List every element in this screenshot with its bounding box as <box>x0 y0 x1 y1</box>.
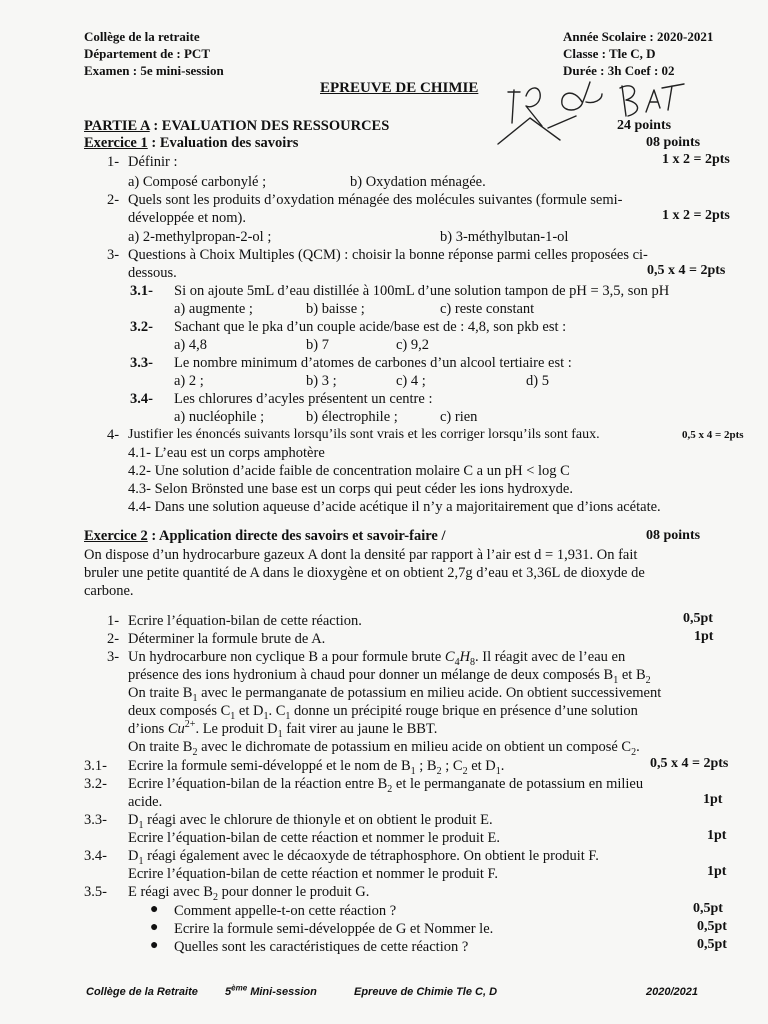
q3-num: 3- <box>107 247 120 263</box>
footer-year: 2020/2021 <box>646 986 698 998</box>
ex2-s31-num: 3.1- <box>84 758 107 774</box>
ex2-s35-bullet3: Quelles sont les caractéristiques de cette réaction ? <box>174 939 469 955</box>
q2-line1: Quels sont les produits d’oxydation ménagée des molécules suivantes (formule semi- <box>128 192 623 208</box>
q2-line2: développée et nom). <box>128 210 246 226</box>
ex2-q2-points: 1pt <box>694 629 714 644</box>
footer-session: 5ème Mini-session <box>225 983 317 998</box>
ex2-s31-text: Ecrire la formule semi-développé et le nom de $B_1$ ; $B_2$ ; $C_2$ et $D_1$. <box>128 758 505 777</box>
ex2-s35-bullet2-points: 0,5pt <box>697 919 727 934</box>
ex2-q1-text: Ecrire l’équation-bilan de cette réaction. <box>128 613 362 629</box>
ex2-s35-line1: E réagi avec $B_2$ pour donner le produit G. <box>128 884 370 903</box>
q1-num: 1- <box>107 154 120 170</box>
ex2-s35-num: 3.5- <box>84 884 107 900</box>
ex2-s33-line2: Ecrire l’équation-bilan de cette réaction et nommer le produit E. <box>128 830 501 846</box>
part-a-heading: PARTIE A : EVALUATION DES RESSOURCES <box>84 118 390 134</box>
ex2-s32-points: 1pt <box>703 792 723 807</box>
q4-item-2: 4.2- Une solution d’acide faible de concentration molaire C a un pH < log C <box>128 463 570 479</box>
exercise-1-points: 08 points <box>646 135 701 150</box>
ex2-s32-line2: acide. <box>128 794 163 810</box>
q4-num: 4- <box>107 427 120 443</box>
q2-num: 2- <box>107 192 120 208</box>
exercise-2-heading: Exercice 2 : Application directe des savoirs et savoir-faire / <box>84 528 446 544</box>
ex2-q1-num: 1- <box>107 613 120 629</box>
q4-points: 0,5 x 4 = 2pts <box>682 429 744 441</box>
ex2-s33-num: 3.3- <box>84 812 107 828</box>
ex2-s34-line2: Ecrire l’équation-bilan de cette réaction et nommer le produit F. <box>128 866 499 882</box>
q3-1-option-c: c) reste constant <box>440 301 535 317</box>
ex2-s35-bullet1-points: 0,5pt <box>693 901 723 916</box>
q2-option-a: a) 2-methylpropan-2-ol ; <box>128 229 272 245</box>
q1-option-a: a) Composé carbonylé ; <box>128 174 267 190</box>
q3-2-num: 3.2- <box>130 319 153 335</box>
ex2-q3-line4: deux composés $C_1$ et $D_1$. $C_1$ donne un précipité rouge brique en présence d’une solution <box>128 703 638 722</box>
department: Département de : PCT <box>84 46 210 61</box>
bullet-icon: ● <box>150 920 159 935</box>
q3-1-text: Si on ajoute 5mL d’eau distillée à 100mL d’une solution tampon de pH = 3,5, son pH <box>174 283 670 299</box>
ex2-s34-points: 1pt <box>707 864 727 879</box>
exercise-1-heading: Exercice 1 : Evaluation des savoirs <box>84 135 299 151</box>
q4-item-3: 4.3- Selon Brönsted une base est un corps qui peut céder les ions hydroxyde. <box>128 481 573 497</box>
q3-2-option-a: a) 4,8 <box>174 337 208 353</box>
q1-text: Définir : <box>128 154 178 170</box>
ex2-s33-line1: $D_1$ réagi avec le chlorure de thionyle et on obtient le produit E. <box>128 812 493 831</box>
q3-3-num: 3.3- <box>130 355 153 371</box>
ex2-q3-line1: Un hydrocarbure non cyclique B a pour formule brute $C_4H_8$. Il réagit avec de l’eau en <box>128 649 626 668</box>
ex2-s35-bullet3-points: 0,5pt <box>697 937 727 952</box>
q1-points: 1 x 2 = 2pts <box>662 152 730 167</box>
ex2-s31-points: 0,5 x 4 = 2pts <box>650 756 729 771</box>
footer-subject: Epreuve de Chimie Tle C, D <box>354 986 498 998</box>
q3-3-option-b: b) 3 ; <box>306 373 337 389</box>
school-name: Collège de la retraite <box>84 29 200 44</box>
ex2-s35-bullet2: Ecrire la formule semi-développée de G et Nommer le. <box>174 921 494 937</box>
ex2-q3-line2: présence des ions hydronium à chaud pour donner un mélange de deux composés $B_1$ et $B_2$ <box>128 667 651 686</box>
q3-4-option-a: a) nucléophile ; <box>174 409 265 425</box>
ex2-s32-line1: Ecrire l’équation-bilan de la réaction entre $B_2$ et le permanganate de potassium en milieu <box>128 776 644 795</box>
duration-coef: Durée : 3h Coef : 02 <box>563 63 675 78</box>
exam-session: Examen : 5e mini-session <box>84 63 224 78</box>
ex2-s32-num: 3.2- <box>84 776 107 792</box>
q3-3-option-a: a) 2 ; <box>174 373 204 389</box>
ex2-intro-line1: On dispose d’un hydrocarbure gazeux A dont la densité par rapport à l’air est d = 1,931. On fait <box>84 547 638 563</box>
page-title: EPREUVE DE CHIMIE <box>320 80 479 96</box>
q3-4-text: Les chlorures d’acyles présentent un centre : <box>174 391 433 407</box>
ex2-intro-line2: bruler une petite quantité de A dans le dioxygène et on obtient 2,7g d’eau et 3,36L de dioxyde de <box>84 565 645 581</box>
q3-1-option-a: a) augmente ; <box>174 301 253 317</box>
q3-2-text: Sachant que le pka d’un couple acide/base est de : 4,8, son pkb est : <box>174 319 567 335</box>
q3-line1: Questions à Choix Multiples (QCM) : choisir la bonne réponse parmi celles proposées ci- <box>128 247 648 263</box>
q3-2-option-b: b) 7 <box>306 337 329 353</box>
bullet-icon: ● <box>150 902 159 917</box>
q3-4-option-c: c) rien <box>440 409 478 425</box>
exercise-2-points: 08 points <box>646 528 701 543</box>
ex2-q1-points: 0,5pt <box>683 611 713 626</box>
footer-school: Collège de la Retraite <box>86 986 198 998</box>
ex2-intro-line3: carbone. <box>84 583 134 599</box>
q3-4-num: 3.4- <box>130 391 153 407</box>
ex2-s33-points: 1pt <box>707 828 727 843</box>
q3-2-option-c: c) 9,2 <box>396 337 430 353</box>
q3-1-num: 3.1- <box>130 283 153 299</box>
q2-option-b: b) 3-méthylbutan-1-ol <box>440 229 569 245</box>
school-year: Année Scolaire : 2020-2021 <box>563 29 714 44</box>
q3-3-option-c: c) 4 ; <box>396 373 426 389</box>
ex2-q2-num: 2- <box>107 631 120 647</box>
q4-item-4: 4.4- Dans une solution aqueuse d’acide acétique il n’y a majoritairement que d’ions acétate. <box>128 499 661 515</box>
q4-text: Justifier les énoncés suivants lorsqu’ils sont vrais et les corriger lorsqu’ils sont faux. <box>128 427 600 442</box>
part-a-points: 24 points <box>617 118 672 133</box>
q3-points: 0,5 x 4 = 2pts <box>647 263 726 278</box>
ex2-q3-line3: On traite $B_1$ avec le permanganate de potassium en milieu acide. On obtient successivement <box>128 685 662 704</box>
q1-option-b: b) Oxydation ménagée. <box>350 174 486 190</box>
ex2-s35-bullet1: Comment appelle-t-on cette réaction ? <box>174 903 397 919</box>
ex2-s34-num: 3.4- <box>84 848 107 864</box>
q3-3-option-d: d) 5 <box>526 373 549 389</box>
ex2-s34-line1: $D_1$ réagi également avec le décaoxyde de tétraphosphore. On obtient le produit F. <box>128 848 599 867</box>
q2-points: 1 x 2 = 2pts <box>662 208 730 223</box>
ex2-q3-num: 3- <box>107 649 120 665</box>
q3-3-text: Le nombre minimum d’atomes de carbones d’un alcool tertiaire est : <box>174 355 572 371</box>
ex2-q3-line6: On traite $B_2$ avec le dichromate de potassium en milieu acide on obtient un composé $C_2$. <box>128 739 640 758</box>
q3-4-option-b: b) électrophile ; <box>306 409 398 425</box>
q4-item-1: 4.1- L’eau est un corps amphotère <box>128 445 325 461</box>
ex2-q3-line5: d’ions $Cu^{2+}$. Le produit $D_1$ fait virer au jaune le BBT. <box>128 719 438 740</box>
bullet-icon: ● <box>150 938 159 953</box>
q3-line2: dessous. <box>128 265 177 281</box>
class-label: Classe : Tle C, D <box>563 46 656 61</box>
q3-1-option-b: b) baisse ; <box>306 301 365 317</box>
ex2-q2-text: Déterminer la formule brute de A. <box>128 631 326 647</box>
